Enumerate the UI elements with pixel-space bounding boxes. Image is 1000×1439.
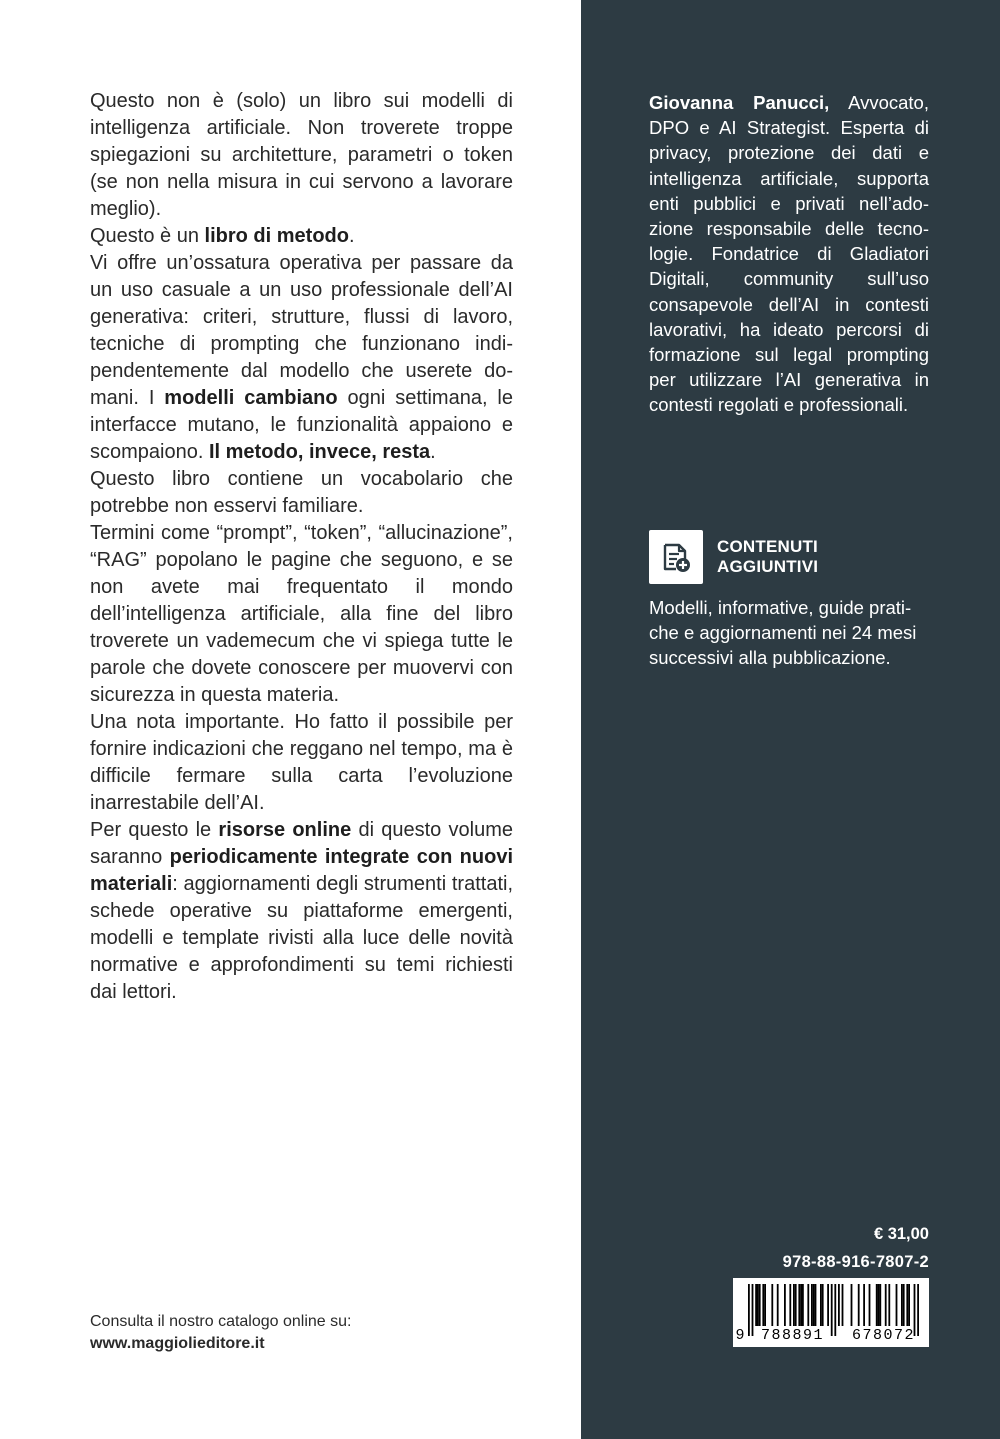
barcode-bar (764, 1284, 766, 1326)
barcode-bar (777, 1284, 779, 1326)
barcode-bar (784, 1284, 786, 1326)
back-cover-blurb (90, 88, 513, 1006)
blurb-text: : aggiornamenti degli strumenti trattati, schede operative su piattaforme emergenti, modelli e template rivisti alla luce delle novità normative e approfondimenti su temi richiesti dai lettori. (90, 873, 513, 1003)
barcode-bar (795, 1284, 797, 1326)
barcode-bar (827, 1284, 829, 1326)
barcode-bar (798, 1284, 800, 1326)
barcode (733, 1278, 929, 1347)
blurb-emphasis: risorse online (218, 819, 352, 841)
price: € 31,00 (873, 1225, 929, 1243)
barcode-bar (822, 1284, 824, 1326)
blurb-paragraph (90, 466, 513, 520)
barcode-bar (802, 1284, 804, 1326)
barcode-bar (903, 1284, 905, 1326)
catalog-note (90, 1311, 352, 1355)
blurb-text: . (348, 225, 355, 247)
barcode-digits (733, 1327, 929, 1344)
barcode-bar (888, 1284, 890, 1326)
author-bio-text: Avvocato, DPO e AI Strategist. Esperta di privacy, protezione dei dati e intelligenza artificiale, supporta enti pubblici e privati nell’adozione responsabile delle tecnologie. Fondatrice di Gladiatori Digitali, community sull’uso consapevole dell’AI in contesti lavorativi, ha ideato percorsi di formazione sul legal prompting per utilizzare l’AI generativa in contesti regolati e professionali. (649, 92, 929, 416)
blurb-text: ogni settimana, le interfacce mutano, le funzionalità appaiono e scompaiono. (90, 387, 513, 463)
barcode-bar (851, 1284, 853, 1326)
blurb-text: Termini come “prompt”, “token”, “allucinazione”, “RAG” popolano le pagine che seguono, e se non avete mai frequentato il mondo dell’intelligenza artificiale, alla fine del libro troverete un vademecum che vi spiega tutte le parole che dovete conoscere per muovervi con sicurezza in questa materia. (90, 522, 513, 706)
barcode-bar (755, 1284, 757, 1326)
barcode-bar (842, 1284, 844, 1326)
barcode-group-left: 788891 (760, 1327, 824, 1344)
blurb-text: Questo non è (solo) un libro sui modelli di intelligenza artificiale. Non troverete troppe spiegazioni su architetture, parametri o token (se non nella misura in cui servono a lavorare meglio). (90, 90, 513, 220)
barcode-bar (762, 1284, 764, 1326)
barcode-bar (800, 1284, 802, 1326)
barcode-bar (759, 1284, 761, 1326)
barcode-group-right: 678072 (851, 1327, 915, 1344)
blurb-paragraph (90, 223, 513, 250)
barcode-bar (885, 1284, 887, 1326)
barcode-bar (876, 1284, 878, 1326)
barcode-bar (878, 1284, 880, 1326)
blurb-emphasis: modelli cambiano (164, 387, 338, 409)
barcode-bar (906, 1284, 908, 1326)
blurb-text: Una nota importante. Ho fatto il possibile per fornire indicazioni che reggano nel tempo, ma è difficile fermare sulla carta l’evoluzione inarrestabile dell’AI. (90, 711, 513, 814)
blurb-text: . (430, 441, 436, 463)
document-plus-icon (649, 530, 703, 584)
barcode-bar (820, 1284, 822, 1326)
catalog-line: Consulta il nostro catalogo online su: (90, 1313, 352, 1330)
extra-title-line1: CONTENUTI (717, 537, 818, 556)
extra-content-title (717, 537, 818, 577)
isbn: 978-88-916-7807-2 (782, 1253, 929, 1271)
barcode-bar (869, 1284, 871, 1326)
blurb-paragraph (90, 88, 513, 223)
blurb-text: di questo volume saranno (90, 819, 513, 868)
barcode-bar (879, 1284, 881, 1326)
barcode-bar (863, 1284, 865, 1326)
blurb-emphasis: Il metodo, invece, resta (208, 441, 431, 463)
blurb-text: Questo libro contiene un vocabolario che potrebbe non esservi familiare. (90, 468, 513, 517)
barcode-bar (813, 1284, 815, 1326)
barcode-bar (811, 1284, 813, 1326)
blurb-paragraph (90, 520, 513, 709)
blurb-text: Vi offre un’ossatura operativa per passare da un uso casuale a un uso professionale dell’AI generativa: criteri, strutture, flussi di lavoro, tecniche di prompting che funzionano indipendentemente dal modello che userete domani. I (90, 252, 513, 409)
barcode-bar (815, 1284, 817, 1326)
author-name: Giovanna Panucci, (649, 92, 830, 113)
extra-title-line2: AGGIUNTIVI (717, 557, 819, 576)
blurb-emphasis: libro di metodo (204, 225, 349, 247)
barcode-bar (908, 1284, 910, 1326)
author-panel (581, 0, 1000, 1439)
blurb-emphasis: periodicamente integrate con nuovi materiali (90, 846, 513, 895)
barcode-bar (757, 1284, 759, 1326)
barcode-bar (896, 1284, 898, 1326)
barcode-lead-digit: 9 (735, 1327, 745, 1344)
blurb-paragraph (90, 817, 513, 1006)
extra-content-description: Modelli, informative, guide pratiche e aggiornamenti nei 24 mesi successivi alla pubblicazione. (649, 597, 917, 669)
barcode-bar (789, 1284, 791, 1326)
barcode-bar (901, 1284, 903, 1326)
blurb-paragraph (90, 709, 513, 817)
author-bio (649, 90, 929, 418)
extra-content-header (649, 530, 929, 584)
barcode-bar (771, 1284, 773, 1326)
blurb-text: Per questo le (90, 819, 219, 841)
publisher-website-link[interactable]: www.maggiolieditore.it (90, 1335, 265, 1352)
blurb-paragraph (90, 250, 513, 466)
barcode-bar (793, 1284, 795, 1326)
extra-content-box (649, 530, 929, 671)
barcode-bar (807, 1284, 809, 1326)
blurb-text: Questo è un (90, 225, 205, 247)
barcode-bar (858, 1284, 860, 1326)
barcode-bar (838, 1284, 840, 1326)
